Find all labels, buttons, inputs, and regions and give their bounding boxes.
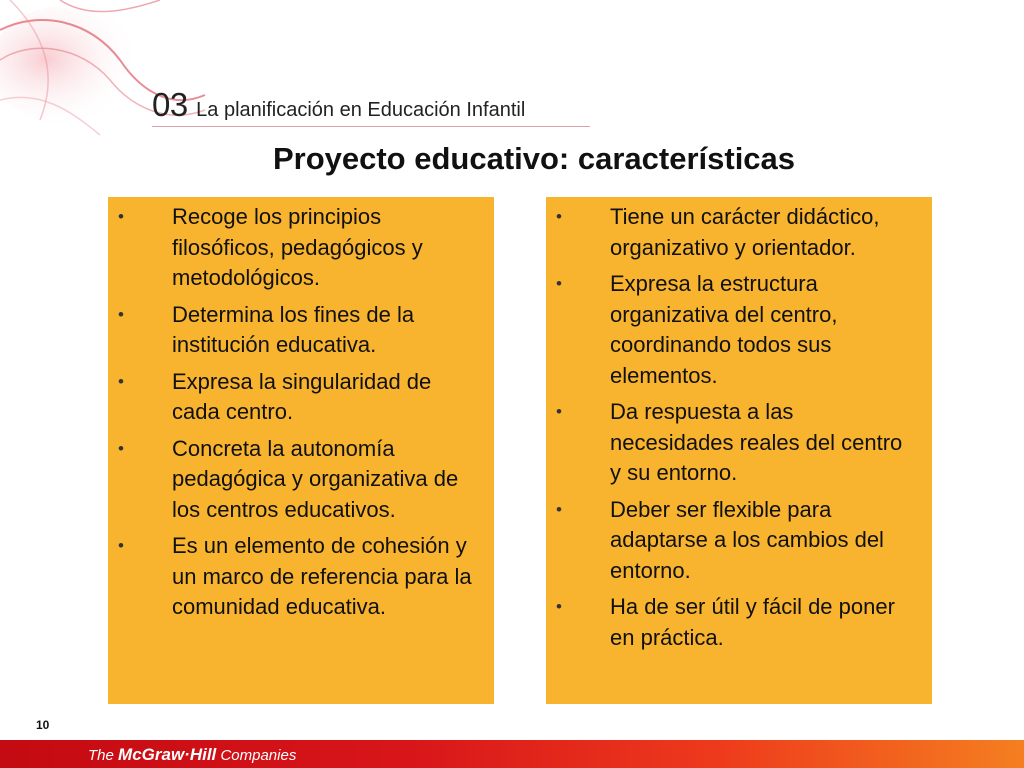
bullet-icon: • — [556, 597, 562, 616]
publisher-logo — [88, 745, 296, 765]
chapter-number: 03 — [152, 86, 188, 123]
left-characteristics-box — [108, 197, 494, 704]
right-bullet-list — [551, 202, 912, 653]
bullet-icon: • — [556, 402, 562, 421]
list-item-text: Es un elemento de cohesión y un marco de referencia para la comunidad educativa. — [172, 533, 472, 619]
chapter-header — [152, 86, 590, 127]
list-item — [551, 397, 912, 489]
chapter-title: La planificación en Educación Infantil — [196, 99, 526, 121]
list-item — [113, 367, 474, 428]
list-item — [551, 495, 912, 587]
list-item — [551, 592, 912, 653]
bullet-icon: • — [118, 536, 124, 555]
bullet-icon: • — [556, 207, 562, 226]
list-item-text: Expresa la estructura organizativa del centro, coordinando todos sus elementos. — [610, 271, 838, 388]
bullet-icon: • — [118, 438, 124, 458]
left-bullet-list — [113, 202, 474, 623]
list-item — [551, 269, 912, 391]
bullet-icon: • — [118, 304, 124, 324]
logo-prefix: The — [88, 747, 114, 764]
list-item-text: Determina los fines de la institución educativa. — [172, 301, 415, 357]
bullet-icon: • — [118, 207, 124, 226]
list-item-text: Ha de ser útil y fácil de poner en práctica. — [610, 594, 895, 650]
footer-bar — [0, 740, 1024, 768]
bullet-icon: • — [556, 499, 562, 519]
list-item-text: Concreta la autonomía pedagógica y organizativa de los centros educativos. — [172, 435, 459, 522]
list-item-text: Recoge los principios filosóficos, pedagógicos y metodológicos. — [172, 204, 423, 290]
slide-title: Proyecto educativo: características — [272, 141, 796, 176]
bullet-icon: • — [118, 371, 124, 391]
list-item — [113, 434, 474, 526]
list-item-text: Tiene un carácter didáctico, organizativo y orientador. — [610, 204, 880, 260]
list-item-text: Deber ser flexible para adaptarse a los cambios del entorno. — [610, 496, 884, 583]
list-item — [551, 202, 912, 263]
logo-brand: McGraw·Hill — [118, 745, 217, 764]
right-characteristics-box — [546, 197, 932, 704]
page-number: 10 — [36, 718, 50, 732]
bullet-icon: • — [556, 274, 562, 293]
logo-suffix: Companies — [220, 747, 297, 764]
list-item-text: Expresa la singularidad de cada centro. — [172, 368, 432, 424]
list-item — [113, 531, 474, 623]
list-item — [113, 202, 474, 294]
list-item-text: Da respuesta a las necesidades reales del centro y su entorno. — [610, 399, 903, 485]
list-item — [113, 300, 474, 361]
